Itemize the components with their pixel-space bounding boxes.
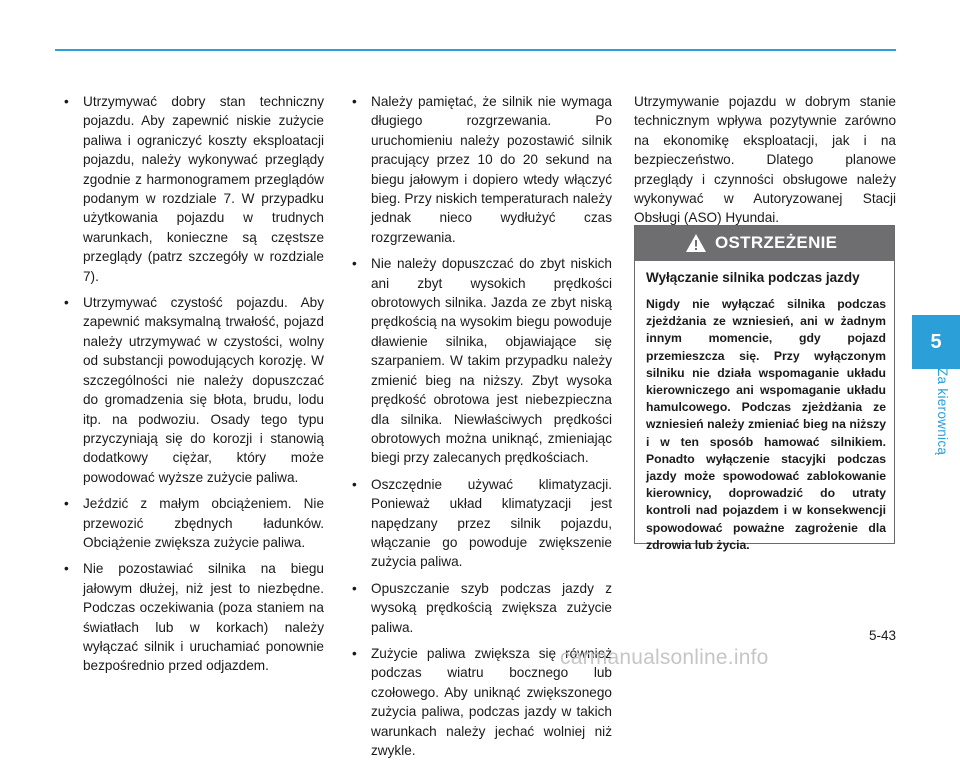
text-column-3 [634,92,896,228]
bullet-icon: • [352,94,357,109]
bullet-icon: • [352,476,357,492]
warning-box [634,225,895,552]
list-item: • Nie pozostawiać silnika na biegu jałowym dłużej, niż jest to niezbędne. Podczas oczekiwania (poza staniem na światłach lub w korkach) należy wyłączać silnik i uruchamiać ponownie bezpośrednio przed odjazdem. [64,561,324,674]
bullet-icon: • [64,496,69,512]
bullet-icon: • [352,580,357,596]
page-number: 5-43 [868,628,896,643]
list-item: • Utrzymywać czystość pojazdu. Aby zapewnić maksymalną trwałość, pojazd należy utrzymywać w czystości, wolny od substancji powodujących korozję. W szczególności nie należy dopuszczać do gromadzenia się błota, brudu, lodu itp. na podwoziu. Osady tego typu przyczyniają się do korozji i stanowią dodatkowy ciężar, który może powodować wyższe zużycie paliwa. [64,295,324,485]
maintenance-paragraph: Utrzymywanie pojazdu w dobrym stanie technicznym wpływa pozytywnie zarówno na ekonomikę eksploatacji, jak i na bezpieczeństwo. Dlatego planowe przeglądy i czynności obsługowe należy wykonywać w Autoryzowanej Stacji Obsługi (ASO) Hyundai. [634,94,896,226]
warning-body: Nigdy nie wyłączać silnika podczas zjeżdżania ze wzniesień, ani w żadnym innym momencie, gdy pojazd przemieszcza się. Przy wyłączonym silniku nie działa wspomaganie układu kierowniczego ani wspomaganie układu hamulcowego. Podczas zjeżdżania ze wzniesień należy zmieniać bieg na niższy i w ten sposób hamować silnikiem. Ponadto wyłączenie stacyjki podczas jazdy może spowodować zablokowanie kierownicy, doprowadzić do utraty kontroli nad pojazdem i w konsekwencji spowodować poważne zagrożenie dla zdrowia lub życia. [646,297,886,552]
header-rule [55,49,896,51]
list-item: • Opuszczanie szyb podczas jazdy z wysoką prędkością zwiększa zużycie paliwa. [352,580,612,635]
chapter-label: Za kierownicą [935,368,950,456]
list-item: • Zużycie paliwa zwiększa się również podczas wiatru bocznego lub czołowego. Aby uniknąć zwiększonego zużycia paliwa, podczas jazdy w takich warunkach należy jechać wolniej niż zwykle. [352,645,612,758]
warning-subtitle: Wyłączanie silnika podczas jazdy [646,270,860,285]
bullet-icon: • [352,645,357,661]
watermark: carmanualsonline.info [560,646,769,669]
bullet-icon: • [64,561,69,577]
list-item: • Oszczędnie używać klimatyzacji. Ponieważ układ klimatyzacji jest napędzany przez silnik pojazdu, włączanie go powoduje zwiększenie zużycia paliwa. [352,476,612,570]
list-item: • Nie należy dopuszczać do zbyt niskich ani zbyt wysokich prędkości obrotowych silnika. Jazda ze zbyt niską prędkością na wysokim biegu powoduje dławienie silnika, objawiające się szarpaniem. W takim przypadku należy zmienić bieg na niższy. Zbyt wysoka prędkość obrotowa jest niebezpieczna dla silnika. Niewłaściwych prędkości obrotowych można uniknąć, zmieniając biegi przy zalecanych prędkościach. [352,256,612,466]
bullet-icon: • [352,256,357,272]
warning-header [635,226,894,261]
bullet-icon: • [64,295,69,311]
bullet-icon: • [64,94,69,109]
chapter-tab [912,315,960,369]
list-item: • Należy pamiętać, że silnik nie wymaga długiego rozgrzewania. Po uruchomieniu należy pozostawić silnik pracujący przez 10 do 20 sekund na biegu jałowym i dopiero wtedy włączyć bieg. Przy niskich temperaturach należy jednak nieco wydłużyć czas rozgrzewania. [352,94,612,245]
list-item: • Jeździć z małym obciążeniem. Nie przewozić zbędnych ładunków. Obciążenie zwiększa zużycie paliwa. [64,496,324,550]
list-item: • Utrzymywać dobry stan techniczny pojazdu. Aby zapewnić niskie zużycie paliwa i ograniczyć koszty eksploatacji pojazdu, należy wykonywać przeglądy zgodnie z harmonogramem przeglądów podanym w rozdziale 7. W przypadku użytkowania pojazdu w trudnych warunkach, konieczne są częstsze przeglądy (patrz szczegóły w rozdziale 7). [64,94,324,284]
warning-triangle-icon [685,233,707,253]
bullet-list [64,92,324,676]
chapter-number: 5 [930,331,942,353]
warning-title: OSTRZEŻENIE [715,233,838,252]
text-column-1 [64,92,324,683]
